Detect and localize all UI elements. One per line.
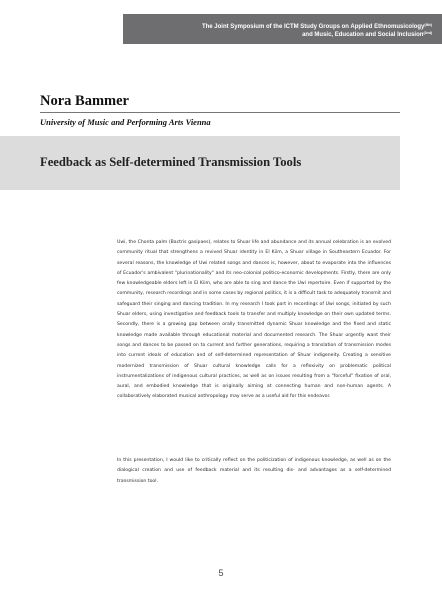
header-line-2: and Music, Education and Social Inclusion$^{(2nd)}$ xyxy=(302,31,432,38)
paper-title: Feedback as Self-determined Transmission Tools xyxy=(40,155,302,169)
author-name: Nora Bammer xyxy=(40,93,129,109)
abstract-paragraph-2: In this presentation, I would like to critically reflect on the politicization of indigenous knowledge, as well as on the dialogical creation and use of feedback material and its resulting dis- and advantages as a self-determined transmission tool. xyxy=(117,458,391,484)
header-line-2-superscript: (2nd) xyxy=(423,31,432,35)
author-divider xyxy=(40,112,400,113)
abstract-paragraph-1: Uwi, the Chonta palm (Bactris gasipaes), relates to Shuar life and abundance and its annual celebration is an evolved community ritual that strengthens a revived Shuar identity in El Kiim, a Shuar village in Southeastern Ecuador. For several reasons, the knowledge of Uwi related songs and dances is, however, about to evaporate into the influences of Ecuador's ambivalent "plurinationality" and its neo-colonial politico-economic developments. Firstly, there are only few knowledgeable elders left in El Kiim, who are able to sing and dance the Uwi repertoire. Even if supported by the community, research recordings and in some cases by regional politics, it is a difficult task to adequately transmit and safeguard their singing and dancing tradition. In my research I took part in recordings of Uwi songs, initiated by such Shuar elders, using investigative and feedback tools to transfer and multiply knowledge on their own updated terms. Secondly, there is a growing gap between orally transmitted dynamic Shuar knowledge and the fixed and static knowledge made available through educational material and documented research. The Shuar urgently want their songs and dances to be passed on to current and further generations, requiring a translation of transmission modes into current ideals of education and of self-determined representation of Shuar indigeneity. Creating a sensitive modernized transmission of Shuar cultural knowledge calls for a reflexivity on problematic political instrumentalizations of indigenous cultural practices, as well as on issues resulting from a "forceful" fixation of oral, aural, and embodied knowledge that is originally aiming at connecting human and non-human agents. A collaboratively elaborated musical anthropology may serve as a useful aid for this endeavor. xyxy=(117,240,391,400)
header-band xyxy=(123,14,442,44)
page-number: 5 xyxy=(218,568,224,578)
header-line-1: The Joint Symposium of the ICTM Study Groups on Applied Ethnomusicology$^{(8th)}$ xyxy=(201,23,432,30)
author-affiliation: University of Music and Performing Arts Vienna xyxy=(40,117,211,127)
header-line-1-superscript: (8th) xyxy=(424,23,432,27)
